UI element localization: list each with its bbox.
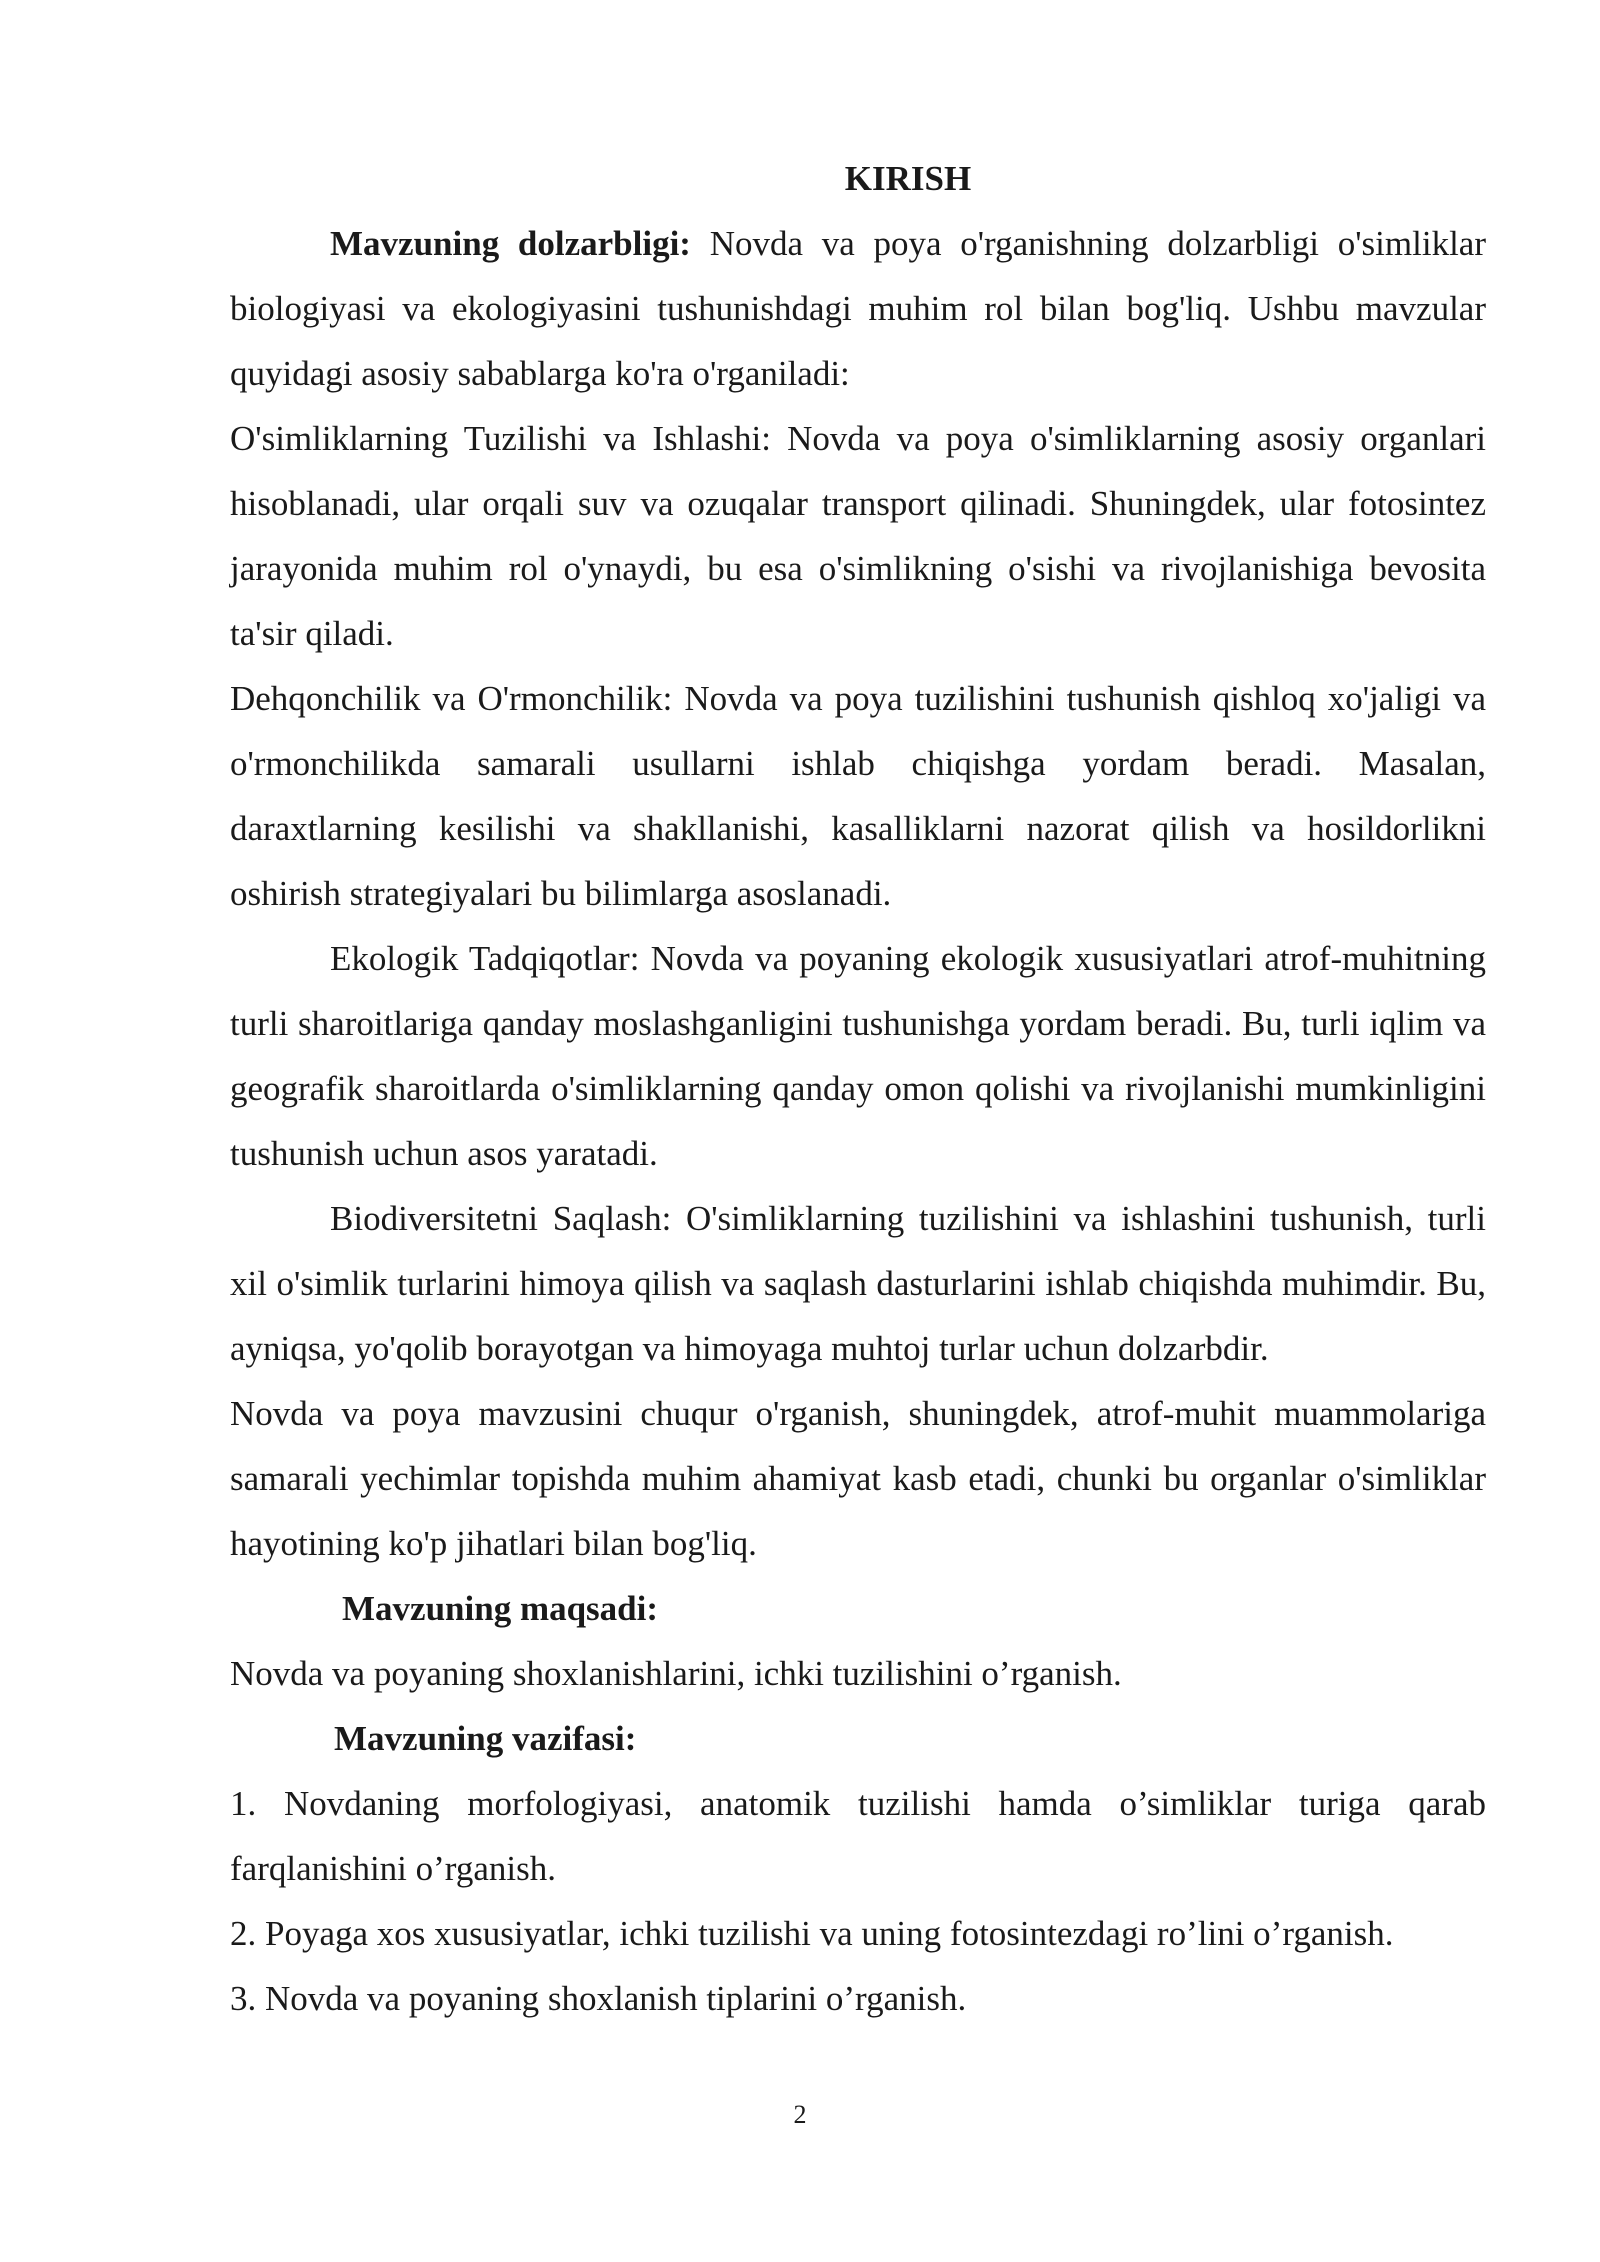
goal-text: Novda va poyaning shoxlanishlarini, ichki tuzilishini o’rganish. <box>230 1654 1122 1693</box>
relevance-paragraph <box>230 211 1486 406</box>
page-title: KIRISH <box>844 159 972 198</box>
task-item-2: 2. Poyaga xos xususiyatlar, ichki tuzilishi va uning fotosintezdagi ro’lini o’rganish. <box>230 1914 1394 1953</box>
task-item-3: 3. Novda va poyaning shoxlanish tiplarini o’rganish. <box>230 1979 967 2018</box>
relevance-text: Novda va poya o'rganishning dolzarbligi o'simliklar biologiyasi va ekologiyasini tushunishdagi muhim rol bilan bog'liq. Ushbu mavzular quyidagi asosiy sabablarga ko'ra o'rganiladi: <box>230 224 1486 393</box>
paragraph-structure: O'simliklarning Tuzilishi va Ishlashi: Novda va poya o'simliklarning asosiy organlari hisoblanadi, ular orqali suv va ozuqalar transport qilinadi. Shuningdek, ular fotosintez jarayonida muhim rol o'ynaydi, bu esa o'simlikning o'sishi va rivojlanishiga bevosita ta'sir qiladi. <box>230 419 1486 653</box>
paragraph-agriculture: Dehqonchilik va O'rmonchilik: Novda va poya tuzilishini tushunish qishloq xo'jaligi va o'rmonchilikda samarali usullarni ishlab chiqishga yordam beradi. Masalan, daraxtlarning kesilishi va shakllanishi, kasalliklarni nazorat qilish va hosildorlikni oshirish strategiyalari bu bilimlarga asoslanadi. <box>230 679 1486 913</box>
page-number: 2 <box>793 2100 807 2129</box>
tasks-heading: Mavzuning vazifasi: <box>334 1719 637 1758</box>
task-item-1: 1. Novdaning morfologiyasi, anatomik tuzilishi hamda o’simliklar turiga qarab farqlanishini o’rganish. <box>230 1784 1486 1888</box>
document-page <box>230 146 1486 2031</box>
goal-heading: Mavzuning maqsadi: <box>342 1589 659 1628</box>
paragraph-conclusion: Novda va poya mavzusini chuqur o'rganish, shuningdek, atrof-muhit muammolariga samarali yechimlar topishda muhim ahamiyat kasb etadi, chunki bu organlar o'simliklar hayotining ko'p jihatlari bilan bog'liq. <box>230 1394 1486 1563</box>
paragraph-ecology: Ekologik Tadqiqotlar: Novda va poyaning ekologik xususiyatlari atrof-muhitning turli sharoitlariga qanday moslashganligini tushunishga yordam beradi. Bu, turli iqlim va geografik sharoitlarda o'simliklarning qanday omon qolishi va rivojlanishi mumkinligini tushunish uchun asos yaratadi. <box>230 939 1486 1173</box>
paragraph-biodiversity: Biodiversitetni Saqlash: O'simliklarning tuzilishini va ishlashini tushunish, turli xil o'simlik turlarini himoya qilish va saqlash dasturlarini ishlab chiqishda muhimdir. Bu, ayniqsa, yo'qolib borayotgan va himoyaga muhtoj turlar uchun dolzarbdir. <box>230 1199 1486 1368</box>
relevance-label: Mavzuning dolzarbligi: <box>330 224 691 263</box>
